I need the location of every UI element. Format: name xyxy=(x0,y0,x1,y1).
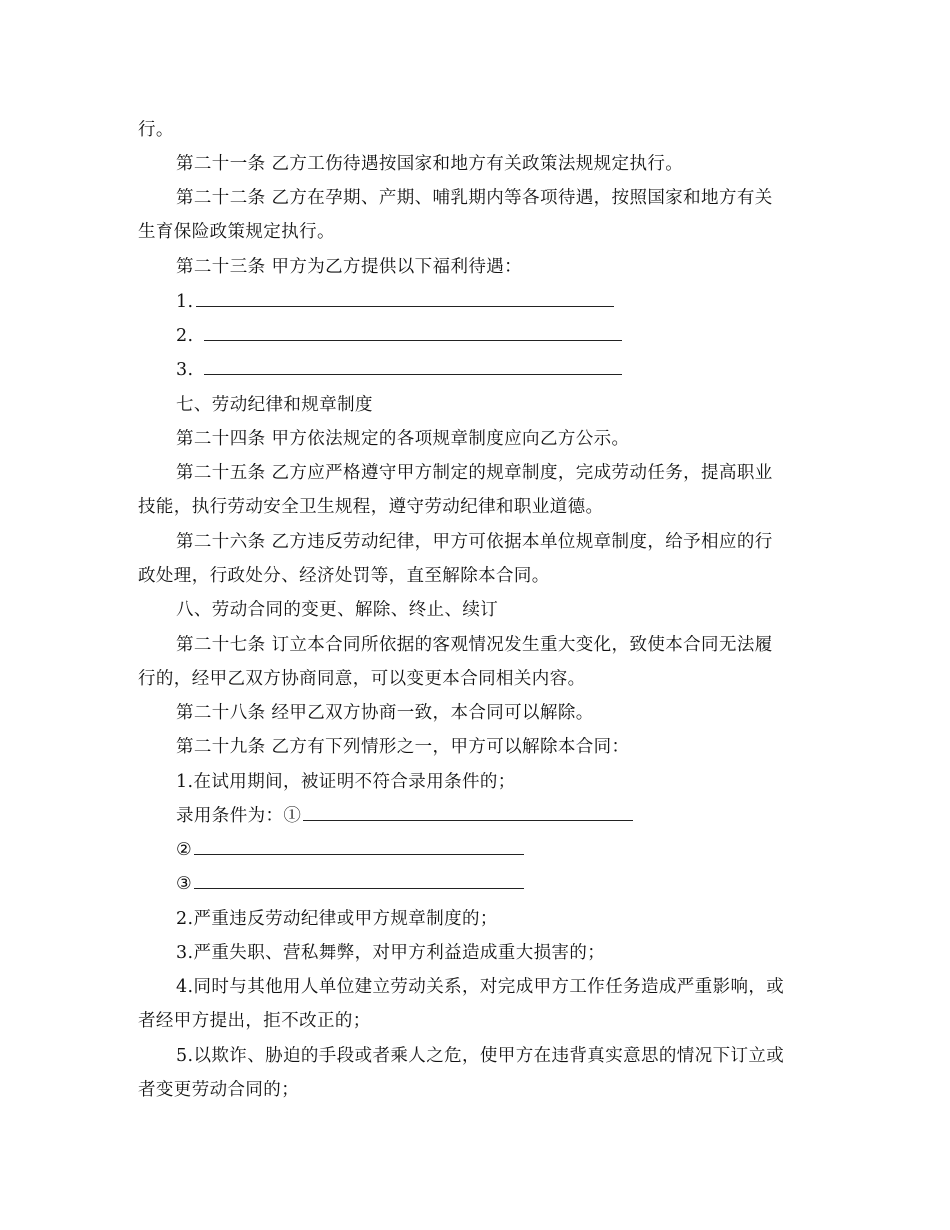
article-26: 第二十六条 乙方违反劳动纪律，甲方可依据本单位规章制度，给予相应的行 xyxy=(176,532,773,552)
text-line: 政处理，行政处分、经济处罚等，直至解除本合同。 xyxy=(138,566,550,586)
article-27: 第二十七条 订立本合同所依据的客观情况发生重大变化，致使本合同无法履 xyxy=(176,635,773,655)
list-item: 2.严重违反劳动纪律或甲方规章制度的； xyxy=(176,909,498,929)
fill-in-blank[interactable] xyxy=(303,806,633,821)
fill-in-blank[interactable] xyxy=(204,360,622,375)
condition-line-1 xyxy=(176,806,856,826)
list-item: 4.同时与其他用人单位建立劳动关系，对完成甲方工作任务造成严重影响，或 xyxy=(176,977,785,997)
list-item: 5.以欺诈、胁迫的手段或者乘人之危，使甲方在违背真实意思的情况下订立或 xyxy=(176,1046,785,1066)
section-heading: 七、劳动纪律和规章制度 xyxy=(176,395,373,415)
article-28: 第二十八条 经甲乙双方协商一致，本合同可以解除。 xyxy=(176,703,594,723)
blank-line-2 xyxy=(176,326,856,346)
text-line: 者经甲方提出，拒不改正的； xyxy=(138,1011,371,1031)
list-item: 3.严重失职、营私舞弊，对甲方利益造成重大损害的； xyxy=(176,943,606,963)
blank-label: 2. xyxy=(176,326,194,346)
condition-line-2 xyxy=(176,840,856,860)
text-line: 行。 xyxy=(138,120,174,140)
condition-label: ② xyxy=(176,840,193,860)
text-line: 技能，执行劳动安全卫生规程，遵守劳动纪律和职业道德。 xyxy=(138,497,604,517)
text-line: 生育保险政策规定执行。 xyxy=(138,222,335,242)
list-item: 1.在试用期间，被证明不符合录用条件的； xyxy=(176,772,516,792)
condition-label: 录用条件为：① xyxy=(176,806,302,826)
fill-in-blank[interactable] xyxy=(204,326,622,341)
blank-line-1 xyxy=(176,292,856,312)
text-line: 行的，经甲乙双方协商同意，可以变更本合同相关内容。 xyxy=(138,669,586,689)
fill-in-blank[interactable] xyxy=(194,840,524,855)
fill-in-blank[interactable] xyxy=(194,874,524,889)
article-29: 第二十九条 乙方有下列情形之一，甲方可以解除本合同： xyxy=(176,737,630,757)
condition-line-3 xyxy=(176,874,856,894)
section-heading: 八、劳动合同的变更、解除、终止、续订 xyxy=(176,600,499,620)
article-23: 第二十三条 甲方为乙方提供以下福利待遇： xyxy=(176,257,523,277)
blank-line-3 xyxy=(176,360,856,380)
blank-label: 3. xyxy=(176,360,194,380)
condition-label: ③ xyxy=(176,874,193,894)
article-24: 第二十四条 甲方依法规定的各项规章制度应向乙方公示。 xyxy=(176,429,630,449)
text-line: 者变更劳动合同的； xyxy=(138,1080,300,1100)
fill-in-blank[interactable] xyxy=(196,292,614,307)
article-22: 第二十二条 乙方在孕期、产期、哺乳期内等各项待遇，按照国家和地方有关 xyxy=(176,188,773,208)
article-21: 第二十一条 乙方工伤待遇按国家和地方有关政策法规规定执行。 xyxy=(176,154,684,174)
article-25: 第二十五条 乙方应严格遵守甲方制定的规章制度，完成劳动任务，提高职业 xyxy=(176,463,773,483)
blank-label: 1. xyxy=(176,292,194,312)
